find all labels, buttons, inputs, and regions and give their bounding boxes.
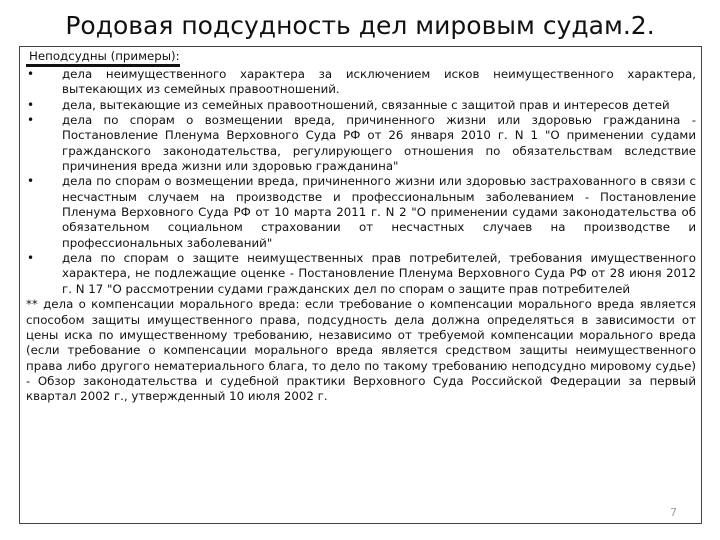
list-item	[26, 67, 696, 98]
bullet-icon: •	[27, 97, 35, 112]
list-item-text: дела, вытекающие из семейных правоотношений, связанные с защитой прав и интересов детей	[62, 97, 670, 112]
footnote-paragraph: ** дела о компенсации морального вреда: если требование о компенсации морального вреда является способом защиты имущественного права, подсудность дела должна определяться в зависимости от цены иска по имущественному требованию, независимо от требуемой компенсации морального вреда (если требование о компенсации морального вреда является средством защиты неимущественного права либо другого нематериального блага, то дело по такому требованию неподсудно мировому судье) - Обзор законодательства и судебной практики Верховного Суда Российской Федерации за первый квартал 2002 г., утвержденный 10 июля 2002 г.	[26, 297, 696, 404]
list-item	[26, 251, 696, 297]
page-number: 7	[670, 506, 677, 519]
list-item-text: дела по спорам о возмещении вреда, причиненного жизни или здоровью гражданина - Постановление Пленума Верховного Суда РФ от 26 января 2010 г. N 1 "О применении судами гражданского законодательства, регулирующего отношения по обязательствам вследствие причинения вреда жизни или здоровью гражданина"	[62, 113, 696, 174]
list-item	[26, 174, 696, 251]
list-item	[26, 113, 696, 174]
list-item-text: дела по спорам о возмещении вреда, причиненного жизни или здоровью застрахованного в связи с несчастным случаем на производстве и профессиональным заболеванием - Постановление Пленума Верховного Суда РФ от 10 марта 2011 г. N 2 "О применении судами законодательства об обязательном социальном страховании от несчастных случаев на производстве и профессиональных заболеваний"	[62, 174, 696, 250]
list-item-text: дела неимущественного характера за исключением исков неимущественного характера, вытекающих из семейных правоотношений.	[62, 67, 696, 97]
slide-body	[26, 49, 696, 405]
bullet-icon: •	[27, 251, 35, 266]
bullet-list	[26, 67, 696, 297]
list-item-text: дела по спорам о защите неимущественных прав потребителей, требования имущественного характера, не подлежащие оценке - Постановление Пленума Верховного Суда РФ от 28 июня 2012 г. N 17 "О рассмотрении судами гражданских дел по спорам о защите прав потребителей	[62, 251, 696, 296]
list-item	[26, 98, 696, 113]
section-subtitle: Неподсудны (примеры):	[26, 49, 180, 67]
slide-title: Родовая подсудность дел мировым судам.2.	[65, 11, 655, 40]
bullet-icon: •	[27, 67, 35, 81]
bullet-icon: •	[27, 174, 35, 189]
bullet-icon: •	[27, 113, 35, 128]
